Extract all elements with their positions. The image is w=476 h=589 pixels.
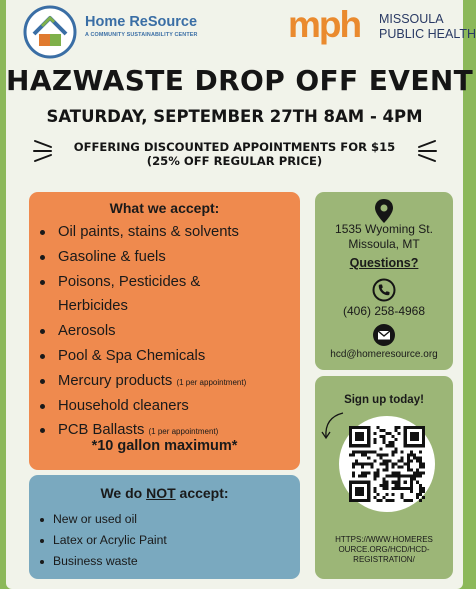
questions-label: Questions?: [349, 256, 419, 270]
bullet-icon: [40, 354, 45, 359]
bullet-icon: [40, 404, 45, 409]
home-resource-logo-icon: [20, 4, 80, 60]
item-text: Latex or Acrylic Paint: [53, 533, 167, 547]
item-note: (1 per appointment): [148, 427, 219, 437]
item-text: Business waste: [53, 554, 138, 568]
item-note: (1 per appointment): [176, 377, 247, 387]
bullet-icon: [40, 428, 45, 433]
list-item: [40, 369, 298, 394]
phone-icon: [372, 278, 396, 302]
item-text: Aerosols: [58, 323, 116, 340]
url-line3: REGISTRATION/: [353, 555, 415, 564]
bullet-icon: [40, 280, 45, 285]
bullet-icon: [40, 518, 44, 522]
spark-right-icon: [414, 136, 438, 166]
url-line1: HTTPS://WWW.HOMERES: [335, 535, 433, 544]
location-pin-icon: [373, 198, 395, 224]
qr-code-icon[interactable]: [349, 426, 425, 502]
item-text: Pool & Spa Chemicals: [58, 347, 206, 364]
list-item: [40, 530, 167, 551]
not-accepted-items-panel: [29, 475, 300, 579]
signup-heading: Sign up today!: [344, 394, 424, 406]
bullet-icon: [40, 230, 45, 235]
mph-logo-text: mph: [288, 4, 361, 45]
list-item: [40, 220, 298, 245]
address-line2: Missoula, MT: [348, 237, 420, 251]
bullet-icon: [40, 255, 45, 260]
item-text: Household cleaners: [58, 397, 189, 414]
item-text: Mercury products: [58, 372, 173, 389]
mph-name-line1: MISSOULA: [379, 12, 444, 26]
accepted-items-panel: [29, 192, 300, 470]
not-accepted-heading: [29, 485, 300, 501]
home-resource-tagline: A COMMUNITY SUSTAINABILITY CENTER: [85, 32, 198, 38]
home-resource-name: Home ReSource: [85, 14, 198, 30]
bullet-icon: [40, 539, 44, 543]
phone-number[interactable]: (406) 258-4968: [342, 304, 426, 318]
registration-url[interactable]: [315, 535, 453, 565]
item-text: PCB Ballasts: [58, 422, 145, 439]
event-flyer: [6, 0, 476, 589]
address-line1: 1535 Wyoming St.: [335, 222, 433, 236]
item-text: Oil paints, stains & solvents: [58, 224, 239, 240]
list-item: [40, 319, 298, 344]
email-address[interactable]: hcd@homeresource.org: [330, 349, 438, 360]
offer-line1: OFFERING DISCOUNTED APPOINTMENTS FOR $15: [73, 140, 396, 154]
bullet-icon: [40, 560, 44, 564]
item-text: New or used oil: [53, 512, 137, 526]
url-line2: OURCE.ORG/HCD/HCD-: [338, 545, 430, 554]
list-item: [40, 509, 167, 530]
gallon-maximum: *10 gallon maximum*: [91, 438, 238, 454]
heading-suffix: accept:: [175, 485, 229, 501]
item-text: Herbicides: [58, 298, 128, 315]
list-item: [40, 270, 298, 295]
contact-panel: [315, 192, 453, 370]
list-item: [40, 245, 298, 270]
signup-panel: [315, 376, 453, 579]
offer-line2: (25% OFF REGULAR PRICE): [146, 154, 323, 168]
not-accepted-list: [40, 509, 167, 572]
mail-icon: [372, 323, 396, 347]
event-date-time: SATURDAY, SEPTEMBER 27TH 8AM - 4PM: [46, 107, 423, 126]
heading-emphasis: NOT: [146, 485, 176, 501]
item-text: Poisons, Pesticides &: [58, 273, 201, 290]
list-item-continuation: [40, 294, 298, 319]
list-item: [40, 344, 298, 369]
list-item: [40, 394, 298, 419]
offer-text: [6, 140, 463, 168]
heading-prefix: We do: [100, 485, 147, 501]
list-item: [40, 551, 167, 572]
curved-arrow-icon: [319, 410, 349, 442]
item-text: Gasoline & fuels: [58, 248, 166, 265]
event-title: HAZWASTE DROP OFF EVENT: [6, 64, 474, 97]
accepted-heading: What we accept:: [109, 200, 220, 216]
bullet-icon: [40, 379, 45, 384]
bullet-icon: [40, 329, 45, 334]
mph-name-line2: PUBLIC HEALTH: [379, 27, 476, 41]
accepted-list: [40, 220, 298, 443]
